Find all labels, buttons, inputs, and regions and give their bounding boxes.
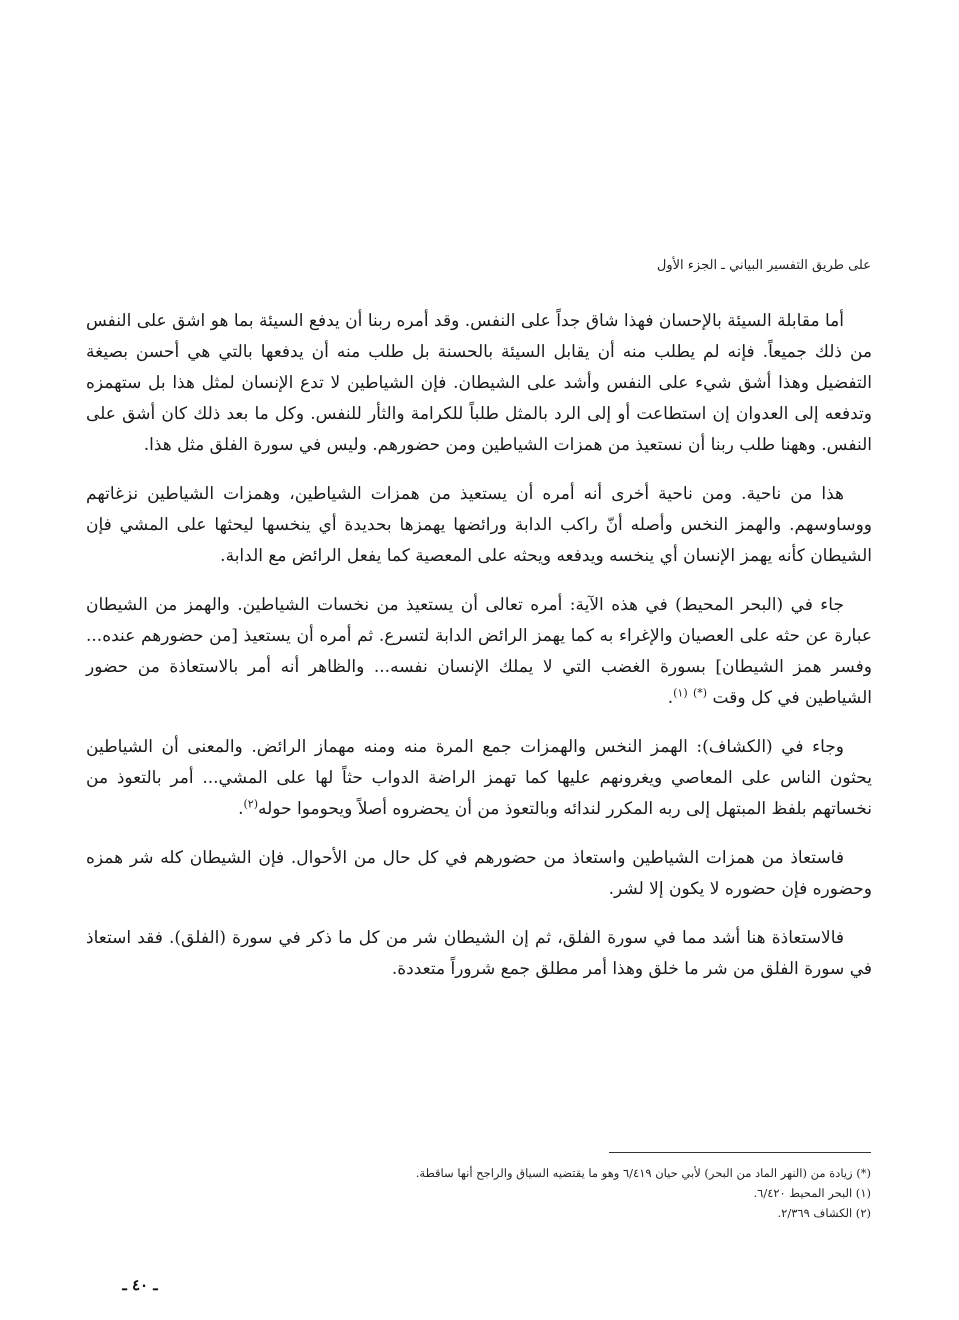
paragraph-6: فالاستعاذة هنا أشد مما في سورة الفلق، ثم إن الشيطان شر من كل ما ذكر في سورة (الفلق). فقد استعاذ في سورة الفلق من شر ما خلق وهذا أمر مطلق جمع شروراً متعددة.	[86, 928, 872, 979]
footnote-ref-1: (١)	[673, 686, 688, 700]
paragraph-4-text: وجاء في (الكشاف): الهمز النخس والهمزات جمع المرة منه ومنه مهماز الرائض. والمعنى أن الشياطين يحثون الناس على المعاصي ويغرونهم عليها كما تهمز الراضة الدواب حثاً لها على المشي... أمر بالتعوذ من نخساتهم بلفظ المبتهل إلى ربه المكرر لندائه وبالتعوذ من أن يحضروه أصلاً ويحوموا حوله	[86, 737, 872, 819]
paragraph-3-text: جاء في (البحر المحيط) في هذه الآية: أمره تعالى أن يستعيذ من نخسات الشياطين. والهمز من الشيطان عبارة عن حثه على العصيان والإغراء به كما يهمز الرائض الدابة لتسرع. ثم أمره أن يستعيذ [من حضورهم عنده... وفسر همز الشيطان] بسورة الغضب التي لا يملك الإنسان نفسه... والظاهر أنه أمر بالاستعاذة من حضور الشياطين في كل وقت	[86, 595, 872, 708]
paragraph-4	[86, 732, 872, 825]
paragraph-3	[86, 590, 872, 714]
paragraph-5: فاستعاذ من همزات الشياطين واستعاذ من حضورهم في كل حال من الأحوال. فإن الشيطان كله شر همزه وحضوره فإن حضوره لا يكون إلا لشر.	[86, 848, 872, 899]
page-number: ـ ٤٠ ـ	[122, 1276, 158, 1294]
footnotes	[171, 1163, 871, 1223]
footnote-star: (*) زيادة من (النهر الماد من البحر) لأبي حيان ٦/٤١٩ وهو ما يقتضيه السياق والراجح أنها ساقطة.	[415, 1166, 871, 1180]
paragraph-3-end: .	[667, 688, 674, 708]
footnote-2: (٢) الكشاف ٢/٣٦٩.	[777, 1206, 871, 1220]
footnote-marker-star: (*)	[693, 686, 708, 700]
paragraph-1: أما مقابلة السيئة بالإحسان فهذا شاق جداً على النفس. وقد أمره ربنا أن يدفع السيئة بما هو اشق على النفس من ذلك جميعاً. فإنه لم يطلب منه أن يقابل السيئة بالحسنة بل طلب منه أن يدفعها بالتي هي أحسن بصيغة التفضيل وهذا أشق شيء على النفس وأشد على الشيطان. فإن الشياطين لا تدع الإنسان لمثل هذا بل ستهمزه وتدفعه إلى العدوان إن استطاعت أو إلى الرد بالمثل طلباً للكرامة والثأر للنفس. وكل ما بعد ذلك كان أشق على النفس. وههنا طلب ربنا أن نستعيذ من همزات الشياطين ومن حضورهم. وليس في سورة الفلق مثل هذا.	[86, 311, 872, 455]
body-text	[86, 306, 872, 985]
footnote-1: (١) البحر المحيط ٦/٤٢٠.	[753, 1186, 871, 1200]
paragraph-4-end: .	[238, 799, 244, 819]
footnote-ref-2: (٢)	[243, 797, 258, 811]
running-head: على طريق التفسير البياني ـ الجزء الأول	[656, 258, 871, 273]
paragraph-2: هذا من ناحية. ومن ناحية أخرى أنه أمره أن يستعيذ من همزات الشياطين، وهمزات الشياطين نزغاتهم ووساوسهم. والهمز النخس وأصله أنّ راكب الدابة ورائضها يهمزها بحديدة أي ينخسها ليحثها على المشي فإن الشيطان كأنه يهمز الإنسان أي ينخسه ويدفعه ويحثه على المعصية كما يفعل الرائض مع الدابة.	[86, 484, 872, 566]
footnote-divider	[609, 1152, 871, 1153]
